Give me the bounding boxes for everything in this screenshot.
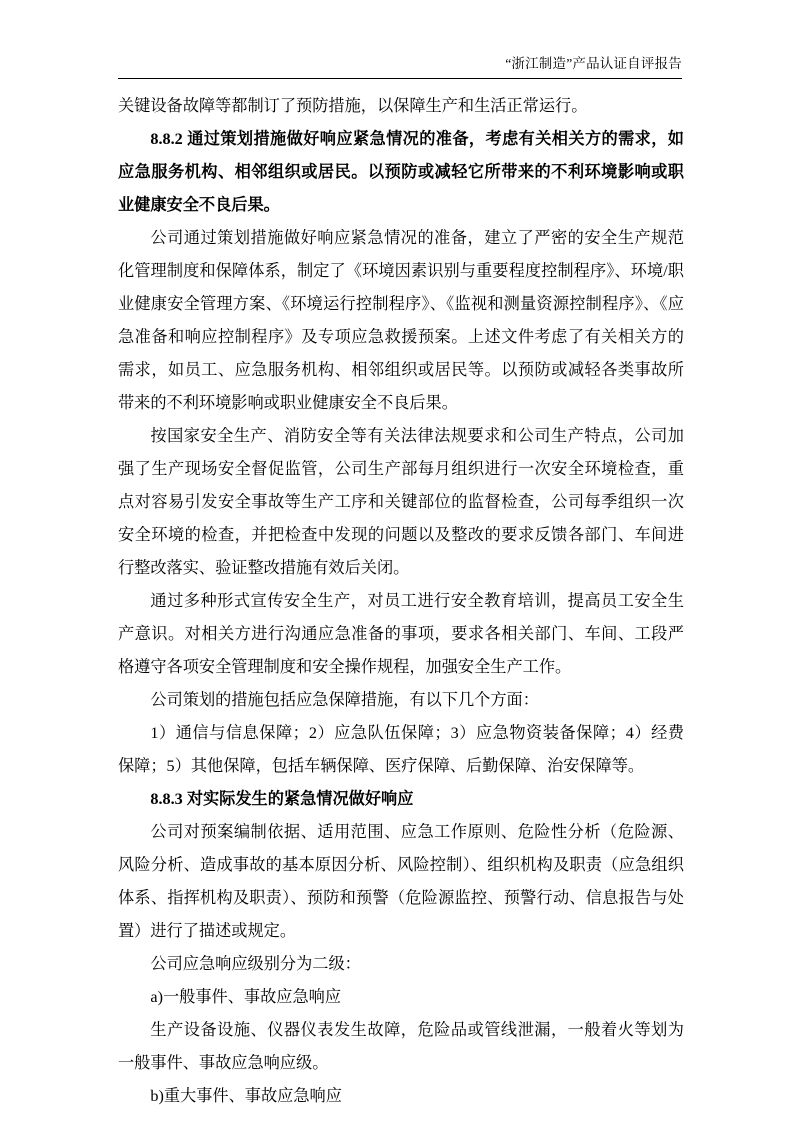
paragraph: 按国家安全生产、消防安全等有关法律法规要求和公司生产特点，公司加强了生产现场安全督促监管，公司生产部每月组织进行一次安全环境检查，重点对容易引发安全事故等生产工序和关键部位的监督检查，公司每季组织一次安全环境的检查，并把检查中发现的问题以及整改的要求反馈各部门、车间进行整改落实、验证整改措施有效后关闭。 [118, 427, 684, 577]
page-header: “浙江制造”产品认证自评报告 [505, 56, 682, 71]
paragraph: b)重大事件、事故应急响应 [150, 1087, 342, 1105]
paragraph: a)一般事件、事故应急响应 [150, 988, 342, 1006]
paragraph: 公司对预案编制依据、适用范围、应急工作原则、危险性分析（危险源、风险分析、造成事故的基本原因分析、风险控制）、组织机构及职责（应急组织体系、指挥机构及职责）、预防和预警（危险源监控、预警行动、信息报告与处置）进行了描述或规定。 [118, 823, 684, 940]
paragraph: 生产设备设施、仪器仪表发生故障，危险品或管线泄漏，一般着火等划为一般事件、事故应急响应级。 [118, 1021, 684, 1072]
paragraph: 1）通信与信息保障；2）应急队伍保障；3）应急物资装备保障；4）经费保障；5）其他保障，包括车辆保障、医疗保障、后勤保障、治安保障等。 [118, 724, 684, 775]
section-heading-8-8-3: 8.8.3 对实际发生的紧急情况做好响应 [150, 790, 414, 808]
paragraph: 公司策划的措施包括应急保障措施，有以下几个方面： [150, 691, 539, 709]
header-divider [118, 78, 682, 79]
section-heading-8-8-2: 8.8.2 通过策划措施做好响应紧急情况的准备，考虑有关相关方的需求，如应急服务机构、相邻组织或居民。以预防或减轻它所带来的不利环境影响或职业健康安全不良后果。 [118, 130, 684, 214]
document-body [118, 90, 684, 1113]
paragraph: 公司通过策划措施做好响应紧急情况的准备，建立了严密的安全生产规范化管理制度和保障体系，制定了《环境因素识别与重要程度控制程序》、环境/职业健康安全管理方案、《环境运行控制程序》、《监视和测量资源控制程序》、《应急准备和响应控制程序》及专项应急救援预案。上述文件考虑了有关相关方的需求，如员工、应急服务机构、相邻组织或居民等。以预防或减轻各类事故所带来的不利环境影响或职业健康安全不良后果。 [118, 229, 684, 412]
paragraph: 关键设备故障等都制订了预防措施，以保障生产和生活正常运行。 [118, 97, 588, 115]
paragraph: 通过多种形式宣传安全生产，对员工进行安全教育培训，提高员工安全生产意识。对相关方进行沟通应急准备的事项，要求各相关部门、车间、工段严格遵守各项安全管理制度和安全操作规程，加强安全生产工作。 [118, 592, 684, 676]
paragraph: 公司应急响应级别分为二级： [150, 955, 361, 973]
